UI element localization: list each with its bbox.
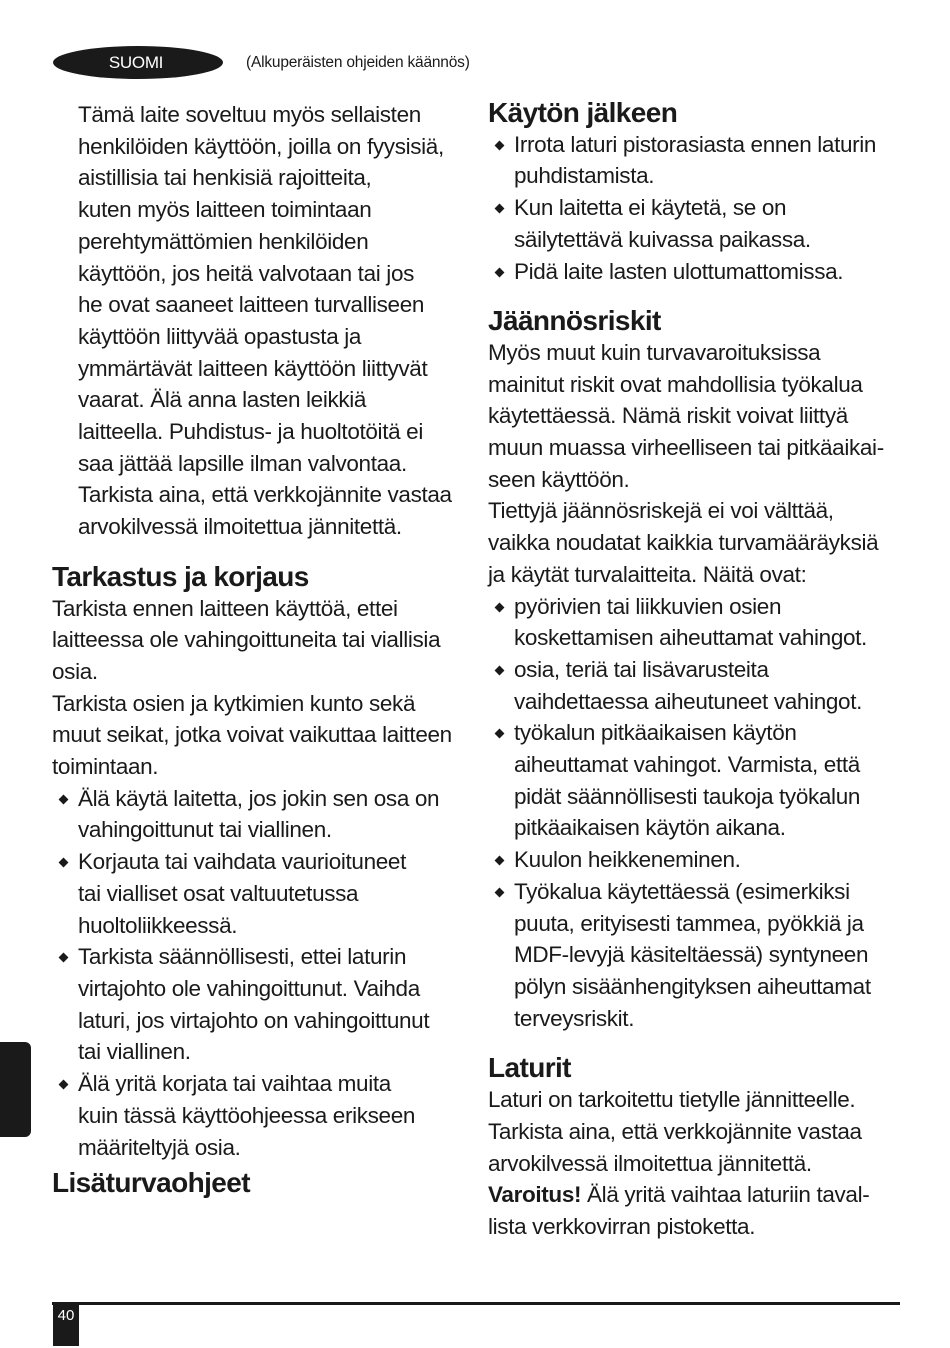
text-line: ja käytät turvalaitteita. Näitä ovat:: [488, 561, 807, 587]
list-item: [488, 192, 908, 255]
inspection-bullet-list: [52, 783, 472, 1163]
text-line: laitteessa ole vahingoittuneita tai viallisia: [52, 627, 441, 653]
section-thumb-tab: [0, 1042, 31, 1137]
text-line: saa jättää lapsille ilman valvontaa.: [78, 450, 407, 476]
list-item: [488, 129, 908, 192]
list-item: [488, 844, 908, 876]
text-line: arvokilvessä ilmoitettua jännitettä.: [78, 514, 402, 540]
text-line: muun muassa virheelliseen tai pitkäaikai-: [488, 435, 884, 461]
text-line: perehtymättömien henkilöiden: [78, 228, 369, 254]
text-line: määriteltyjä osia.: [78, 1134, 241, 1160]
list-item: [488, 717, 908, 844]
text-line: käytettäessä. Nämä riskit voivat liittyä: [488, 403, 848, 429]
section-heading-inspection: Tarkastus ja korjaus: [52, 560, 309, 592]
inspection-paragraph-1: [52, 593, 472, 688]
text-line: Tarkista osien ja kytkimien kunto sekä: [52, 690, 416, 716]
list-item: [52, 941, 472, 1068]
text-line: Laturi on tarkoitettu tietylle jännitteelle.: [488, 1087, 856, 1113]
text-line: aistillisia tai henkisiä rajoitteita,: [78, 165, 372, 191]
text-line: koskettamisen aiheuttamat vahingot.: [514, 625, 867, 651]
text-line: pyörivien tai liikkuvien osien: [514, 593, 782, 619]
text-line: Tarkista aina, että verkkojännite vastaa: [78, 482, 452, 508]
text-line: terveysriskit.: [514, 1005, 635, 1031]
text-line: vaarat. Älä anna lasten leikkiä: [78, 387, 367, 413]
text-line: pitkäaikaisen käytön aikana.: [514, 815, 786, 841]
text-line: Älä yritä korjata tai vaihtaa muita: [78, 1071, 391, 1097]
text-line: säilytettävä kuivassa paikassa.: [514, 226, 811, 252]
page-number: 40: [53, 1302, 79, 1346]
inspection-paragraph-2: [52, 688, 472, 783]
text-line: käyttöön, jos heitä valvotaan tai jos: [78, 260, 415, 286]
diamond-bullet-icon: [495, 887, 505, 897]
intro-paragraph: [52, 99, 472, 543]
list-item: [488, 256, 908, 288]
list-item: [52, 846, 472, 941]
text-line: Myös muut kuin turvavaroituksissa: [488, 339, 821, 365]
text-line: kuten myös laitteen toimintaan: [78, 197, 372, 223]
text-line: vaikka noudatat kaikkia turvamääräyksiä: [488, 530, 879, 556]
diamond-bullet-icon: [59, 794, 69, 804]
diamond-bullet-icon: [495, 204, 505, 214]
text-line: käyttöön liittyvää opastusta ja: [78, 323, 362, 349]
text-line: puuta, erityisesti tammea, pyökkiä ja: [514, 910, 864, 936]
text-line: laturi, jos virtajohto on vahingoittunut: [78, 1007, 430, 1033]
text-line: tai viallinen.: [78, 1039, 191, 1065]
warning-label: Varoitus!: [488, 1182, 582, 1208]
text-line: Tarkista ennen laitteen käyttöä, ettei: [52, 595, 398, 621]
chargers-paragraph: [488, 1084, 908, 1243]
translation-note: (Alkuperäisten ohjeiden käännös): [246, 54, 470, 71]
diamond-bullet-icon: [59, 1080, 69, 1090]
diamond-bullet-icon: [495, 602, 505, 612]
text-line: henkilöiden käyttöön, joilla on fyysisiä,: [78, 133, 444, 159]
text-line: puhdistamista.: [514, 163, 655, 189]
diamond-bullet-icon: [495, 856, 505, 866]
section-heading-residual-risks: Jäännösriskit: [488, 305, 661, 337]
text-line: työkalun pitkäaikaisen käytön: [514, 720, 797, 746]
text-line: seen käyttöön.: [488, 466, 630, 492]
text-line: pölyn sisäänhengityksen aiheuttamat: [514, 973, 871, 999]
text-line: Tarkista säännöllisesti, ettei laturin: [78, 944, 407, 970]
text-line: Kuulon heikkeneminen.: [514, 847, 741, 873]
section-heading-after-use: Käytön jälkeen: [488, 97, 678, 128]
diamond-bullet-icon: [59, 858, 69, 868]
language-badge: [53, 46, 223, 79]
text-line: Irrota laturi pistorasiasta ennen laturin: [514, 131, 877, 157]
warning-text: lista verkkovirran pistoketta.: [488, 1213, 756, 1239]
text-line: arvokilvessä ilmoitettua jännitettä.: [488, 1150, 812, 1176]
text-line: osia.: [52, 658, 98, 684]
text-line: kuin tässä käyttöohjeessa erikseen: [78, 1102, 416, 1128]
section-heading-additional-safety: Lisäturvaohjeet: [52, 1167, 250, 1199]
text-line: MDF-levyjä käsiteltäessä) syntyneen: [514, 942, 869, 968]
text-line: Tämä laite soveltuu myös sellaisten: [78, 102, 421, 127]
text-line: Kun laitetta ei käytetä, se on: [514, 195, 787, 221]
text-line: Työkalua käytettäessä (esimerkiksi: [514, 878, 850, 904]
residual-paragraph-2: [488, 495, 908, 590]
text-line: virtajohto ole vahingoittunut. Vaihda: [78, 975, 420, 1001]
text-line: laitteella. Puhdistus- ja huoltotöitä ei: [78, 419, 423, 445]
text-line: Älä käytä laitetta, jos jokin sen osa on: [78, 785, 440, 811]
text-line: osia, teriä tai lisävarusteita: [514, 656, 769, 682]
residual-bullet-list: [488, 591, 908, 1035]
list-item: [52, 783, 472, 846]
right-column: [488, 99, 908, 1243]
text-line: aiheuttamat vahingot. Varmista, että: [514, 752, 860, 778]
text-line: ymmärtävät laitteen käyttöön liittyvät: [78, 355, 428, 381]
text-line: Tiettyjä jäännösriskejä ei voi välttää,: [488, 498, 834, 524]
text-line: mainitut riskit ovat mahdollisia työkalua: [488, 371, 863, 397]
text-line: huoltoliikkeessä.: [78, 912, 238, 938]
diamond-bullet-icon: [495, 140, 505, 150]
diamond-bullet-icon: [59, 953, 69, 963]
list-item: [488, 876, 908, 1035]
diamond-bullet-icon: [495, 666, 505, 676]
list-item: [488, 591, 908, 654]
text-line: tai vialliset osat valtuutetussa: [78, 880, 359, 906]
text-line: Korjauta tai vaihdata vaurioituneet: [78, 849, 406, 875]
text-line: toimintaan.: [52, 754, 159, 780]
text-line: Tarkista aina, että verkkojännite vastaa: [488, 1118, 862, 1144]
residual-paragraph-1: [488, 337, 908, 496]
text-line: Pidä laite lasten ulottumattomissa.: [514, 258, 844, 284]
list-item: [488, 654, 908, 717]
text-line: vaihdettaessa aiheutuneet vahingot.: [514, 688, 863, 714]
list-item: [52, 1068, 472, 1163]
text-line: vahingoittunut tai viallinen.: [78, 817, 332, 843]
text-line: he ovat saaneet laitteen turvalliseen: [78, 292, 425, 318]
text-line: muut seikat, jotka voivat vaikuttaa laitteen: [52, 722, 452, 748]
footer-rule: [52, 1302, 900, 1305]
language-label: SUOMI: [108, 53, 164, 72]
left-column: [52, 99, 472, 1199]
text-line: pidät säännöllisesti taukoja työkalun: [514, 783, 861, 809]
section-heading-chargers: Laturit: [488, 1052, 571, 1084]
diamond-bullet-icon: [495, 267, 505, 277]
after-use-bullet-list: [488, 129, 908, 288]
warning-text: Älä yritä vaihtaa laturiin taval-: [581, 1182, 870, 1208]
diamond-bullet-icon: [495, 729, 505, 739]
